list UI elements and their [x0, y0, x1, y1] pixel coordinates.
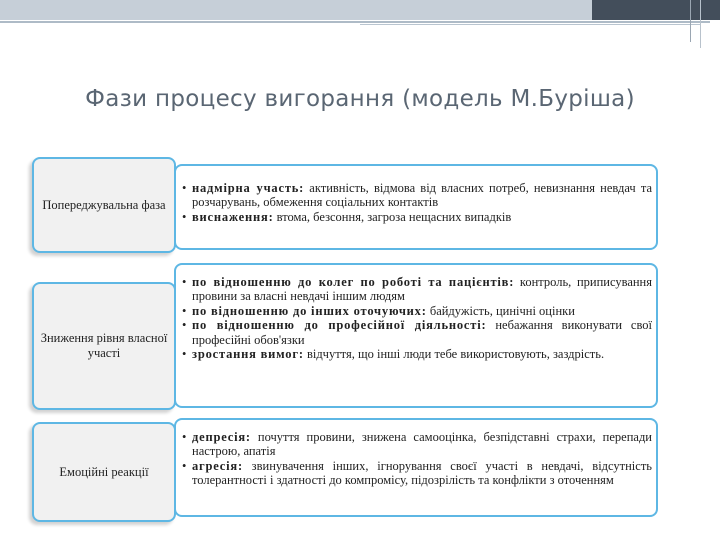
- item-text: контроль, приписування провини за власні невдачі іншим людям: [192, 275, 652, 304]
- item-term: по відношенню до інших оточуючих:: [192, 303, 427, 318]
- band-vertical-line-2: [700, 0, 701, 48]
- item-term: надмірна участь:: [192, 181, 305, 195]
- item-term: по відношенню до колег по роботі та пацієнтів:: [192, 275, 515, 289]
- phase-item: [182, 275, 652, 304]
- item-text: відчуття, що інші люди тебе використовують, заздрість.: [303, 347, 605, 362]
- top-decorative-band: [0, 0, 720, 26]
- item-text: почуття провини, знижена самооцінка, безпідставні страхи, перепади настрою, апатія: [192, 430, 652, 459]
- phase-label: Емоційні реакції: [59, 464, 149, 479]
- phase-items-list: [182, 181, 652, 224]
- item-term: зростання вимог:: [192, 347, 304, 362]
- phase-item: [182, 181, 652, 210]
- phase-items-list: [182, 430, 652, 488]
- phase-box-reduced-participation: [32, 282, 176, 410]
- band-thin-line: [360, 24, 700, 25]
- phase-item: [182, 318, 652, 347]
- phase-description-reduced-participation: [174, 263, 658, 408]
- phase-description-warning: [174, 164, 658, 250]
- phase-item: [182, 304, 652, 318]
- item-term: депресія:: [192, 430, 251, 444]
- band-line: [0, 21, 710, 23]
- phase-item: [182, 347, 652, 361]
- item-text: небажання виконувати свої професійні обов'язки: [192, 318, 652, 347]
- phase-box-warning: [32, 157, 176, 253]
- phase-items-list: [182, 275, 652, 361]
- item-term: по відношенню до професійної діяльності:: [192, 318, 487, 333]
- phase-item: [182, 430, 652, 459]
- item-term: агресія:: [192, 458, 243, 473]
- slide-title: Фази процесу вигорання (модель М.Буріша): [85, 86, 635, 112]
- phase-item: [182, 459, 652, 488]
- item-term: виснаження:: [192, 209, 274, 224]
- phase-label: Попереджувальна фаза: [42, 197, 166, 212]
- phase-label: Зниження рівня власної участі: [40, 331, 168, 360]
- item-text: втома, безсоння, загроза нещасних випадків: [273, 209, 512, 224]
- phase-box-emotional-reactions: [32, 422, 176, 522]
- item-text: активність, відмова від власних потреб, невизнання невдач та розчарувань, обмеження соціальних контактів: [192, 181, 652, 210]
- phase-item: [182, 210, 652, 224]
- item-text: байдужість, цинічні оцінки: [426, 303, 575, 318]
- item-text: звинувачення інших, ігнорування своєї участі в невдачі, відсутність толерантності і здатності до компромісу, підозрілість та конфлікти з оточенням: [192, 458, 652, 488]
- band-vertical-line: [690, 0, 691, 42]
- phase-description-emotional-reactions: [174, 418, 658, 517]
